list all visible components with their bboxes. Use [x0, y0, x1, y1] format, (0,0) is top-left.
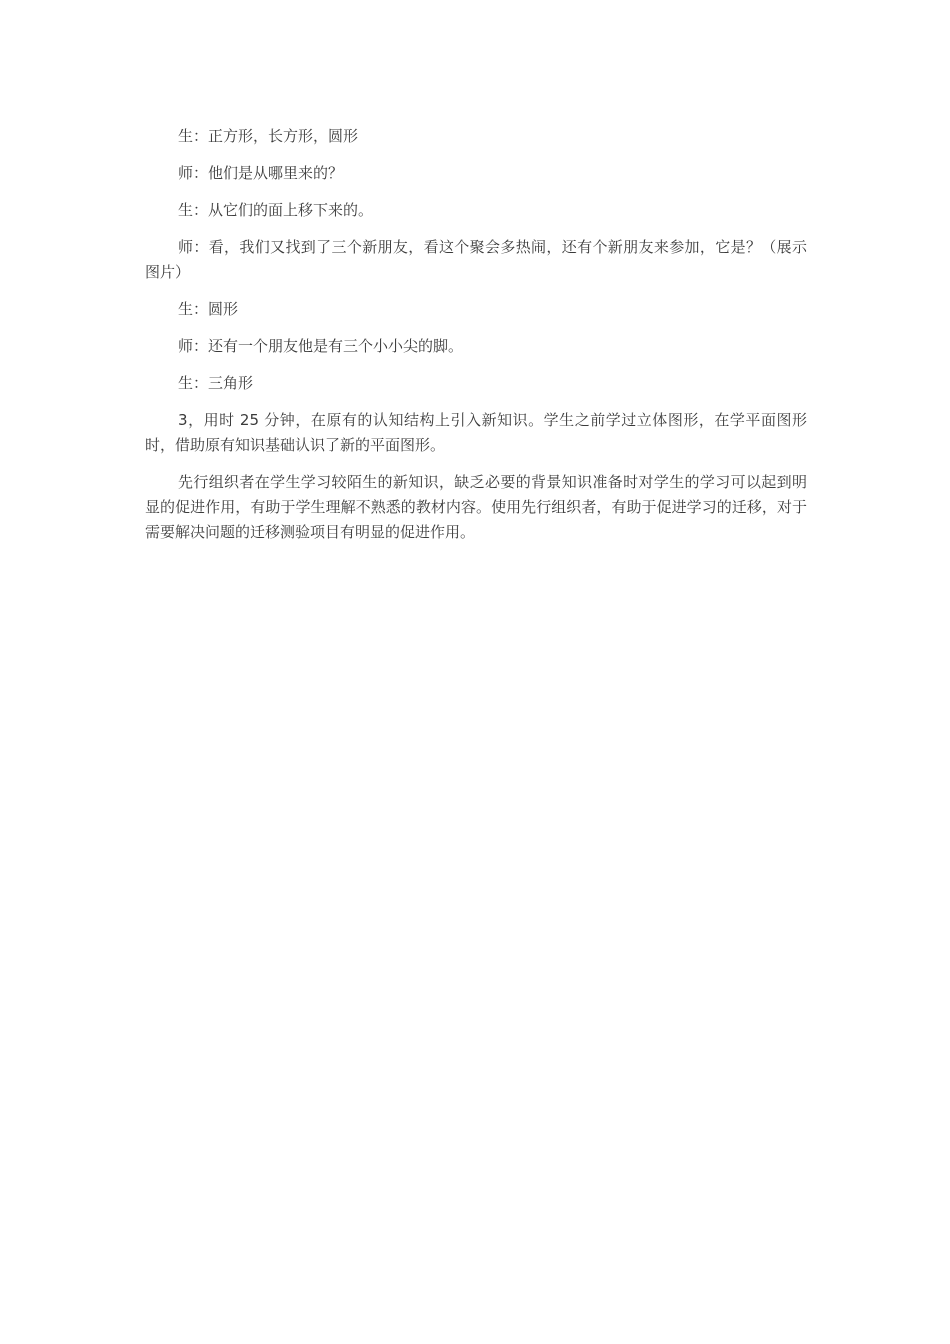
dialogue-line-teacher-question: 师：他们是从哪里来的？ [178, 164, 344, 182]
dialogue-line-student-circle: 生：圆形 [178, 300, 239, 318]
paragraph-advance-organizer: 先行组织者在学生学习较陌生的新知识，缺乏必要的背景知识准备时对学生的学习可以起到明显的促进作用，有助于学生理解不熟悉的教材内容。使用先行组织者，有助于促进学习的迁移，对于需要解决问题的迁移测验项目有明显的促进作用。 [145, 473, 807, 541]
dialogue-line-student-shapes: 生：正方形，长方形，圆形 [178, 127, 359, 145]
dialogue-line-teacher-hint: 师：还有一个朋友他是有三个小小尖的脚。 [178, 337, 464, 355]
dialogue-line-student-answer: 生：从它们的面上移下来的。 [178, 201, 374, 219]
dialogue-line-student-triangle: 生：三角形 [178, 374, 254, 392]
paragraph-step-three: 3，用时 25 分钟，在原有的认知结构上引入新知识。学生之前学过立体图形，在学平面图形时，借助原有知识基础认识了新的平面图形。 [145, 411, 807, 454]
dialogue-line-teacher-new-friends: 师：看，我们又找到了三个新朋友，看这个聚会多热闹，还有个新朋友来参加，它是？（展示图片） [145, 238, 807, 281]
document-body [145, 124, 807, 557]
